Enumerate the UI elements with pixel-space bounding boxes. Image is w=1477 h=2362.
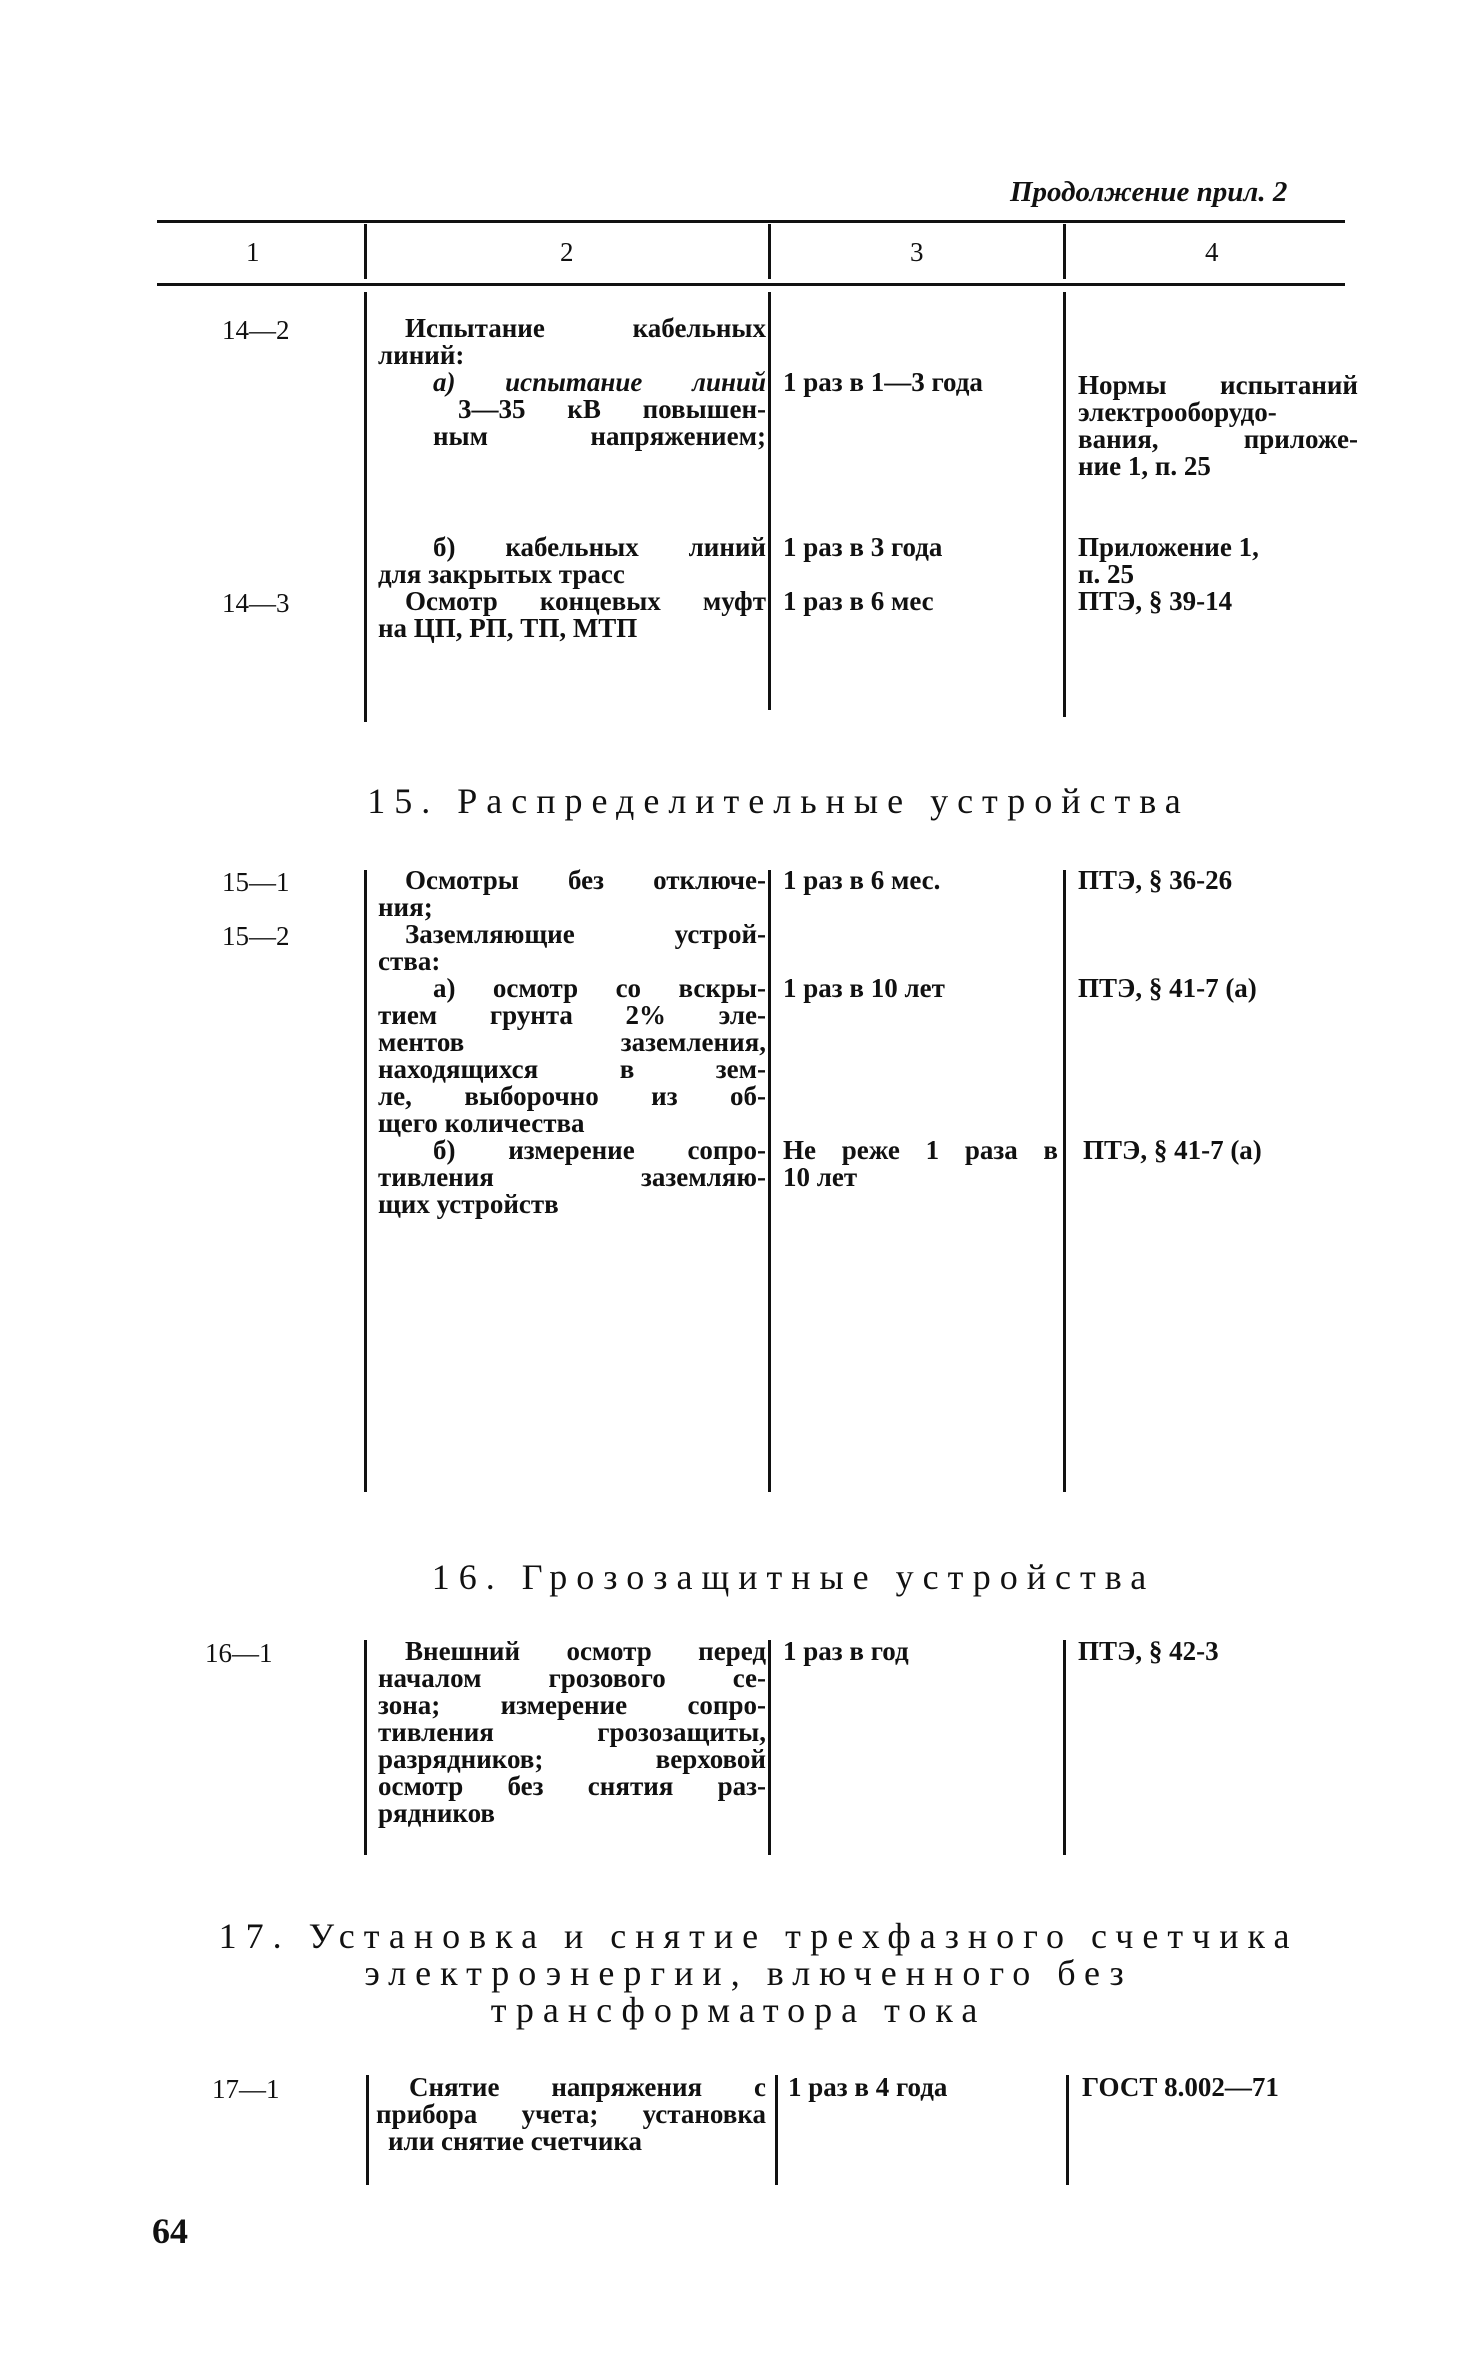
divider-17-3 <box>1066 2075 1069 2185</box>
row-15-1-desc: Осмотры без отключе- ния; <box>378 865 766 922</box>
header-divider-3 <box>1063 224 1066 279</box>
header-top-rule <box>157 220 1345 223</box>
row-16-1-ref: ПТЭ, § 42-3 <box>1078 1636 1219 1666</box>
section-15-title: 15. Распределительные устройства <box>367 781 1190 821</box>
row-14-2-period-b: 1 раз в 3 года <box>783 532 943 562</box>
column-header-2: 2 <box>560 237 574 267</box>
row-15-1-ref: ПТЭ, § 36-26 <box>1078 865 1233 895</box>
row-15-2-ref-a: ПТЭ, § 41-7 (а) <box>1078 973 1257 1003</box>
row-14-3-ref: ПТЭ, § 39-14 <box>1078 586 1233 616</box>
row-17-1-period: 1 раз в 4 года <box>788 2072 948 2102</box>
row-14-2-sub-b: б) кабельных линий для закрытых трасс <box>378 532 766 589</box>
row-14-3-desc: Осмотр концевых муфт на ЦП, РП, ТП, МТП <box>378 586 766 643</box>
row-14-3-period: 1 раз в 6 мес <box>783 586 934 616</box>
row-15-2-period-b: Не реже 1 раза в 10 лет <box>783 1135 1058 1192</box>
header-divider-1 <box>364 224 367 279</box>
row-15-2-sub-b: б) измерение сопро- тивления заземляю- щих устройств <box>378 1135 766 1219</box>
row-14-2-ref-a: Нормы испытаний электрооборудо- вания, приложе- ние 1, п. 25 <box>1078 370 1358 481</box>
section-17-title-line-3: трансформатора тока <box>490 1990 987 2030</box>
row-id-14-3: 14—3 <box>222 588 290 618</box>
row-14-2-desc: Испытание кабельных линий: <box>378 313 766 370</box>
section-17-title-line-1: 17. Установка и снятие трехфазного счетчика <box>218 1916 1299 1956</box>
divider-15-1 <box>364 870 367 1492</box>
row-id-14-2: 14—2 <box>222 315 290 345</box>
section-16-title: 16. Грозозащитные устройства <box>431 1557 1156 1597</box>
section-17-title-line-2: электроэнергии, влюченного без <box>364 1953 1133 1993</box>
divider-14-1 <box>364 292 367 722</box>
divider-14-3 <box>1063 292 1066 717</box>
page-number: 64 <box>152 2211 188 2251</box>
header-divider-2 <box>768 224 771 279</box>
row-16-1-desc: Внешний осмотр перед началом грозового се- зона; измерение сопро- тивления грозозащиты, разрядников; верховой осмотр без снятия раз- рядников <box>378 1636 766 1828</box>
column-header-1: 1 <box>246 237 260 267</box>
divider-17-2 <box>775 2075 778 2185</box>
divider-14-2 <box>768 292 771 710</box>
row-14-2-sub-a: а) испытание линий 3—35 кВ повышен- ным напряжением; <box>433 367 766 451</box>
row-id-16-1: 16—1 <box>205 1638 273 1668</box>
row-14-2-ref-b: Приложение 1, п. 25 <box>1078 532 1259 589</box>
row-15-2-sub-a: а) осмотр со вскры- тием грунта 2% эле- ментов заземления, находящихся в зем- ле, выборочно из об- щего количества <box>378 973 766 1138</box>
continuation-note: Продолжение прил. 2 <box>1010 176 1288 208</box>
row-15-2-period-a: 1 раз в 10 лет <box>783 973 945 1003</box>
divider-16-3 <box>1063 1640 1066 1855</box>
row-14-2-period-a: 1 раз в 1—3 года <box>783 367 983 397</box>
divider-15-3 <box>1063 870 1066 1492</box>
divider-16-2 <box>768 1640 771 1855</box>
row-id-15-2: 15—2 <box>222 921 290 951</box>
row-15-1-period: 1 раз в 6 мес. <box>783 865 941 895</box>
row-15-2-ref-b: ПТЭ, § 41-7 (а) <box>1083 1135 1262 1165</box>
row-16-1-period: 1 раз в год <box>783 1636 909 1666</box>
row-17-1-ref: ГОСТ 8.002—71 <box>1082 2072 1279 2102</box>
row-15-2-desc: Заземляющие устрой- ства: <box>378 919 766 976</box>
row-17-1-desc: Снятие напряжения с прибора учета; установка или снятие счетчика <box>376 2072 766 2156</box>
divider-15-2 <box>768 870 771 1492</box>
header-bottom-rule <box>157 283 1345 286</box>
column-header-3: 3 <box>910 237 924 267</box>
column-header-4: 4 <box>1205 237 1219 267</box>
row-id-17-1: 17—1 <box>212 2074 280 2104</box>
divider-16-1 <box>364 1640 367 1855</box>
row-id-15-1: 15—1 <box>222 867 290 897</box>
divider-17-1 <box>366 2075 369 2185</box>
